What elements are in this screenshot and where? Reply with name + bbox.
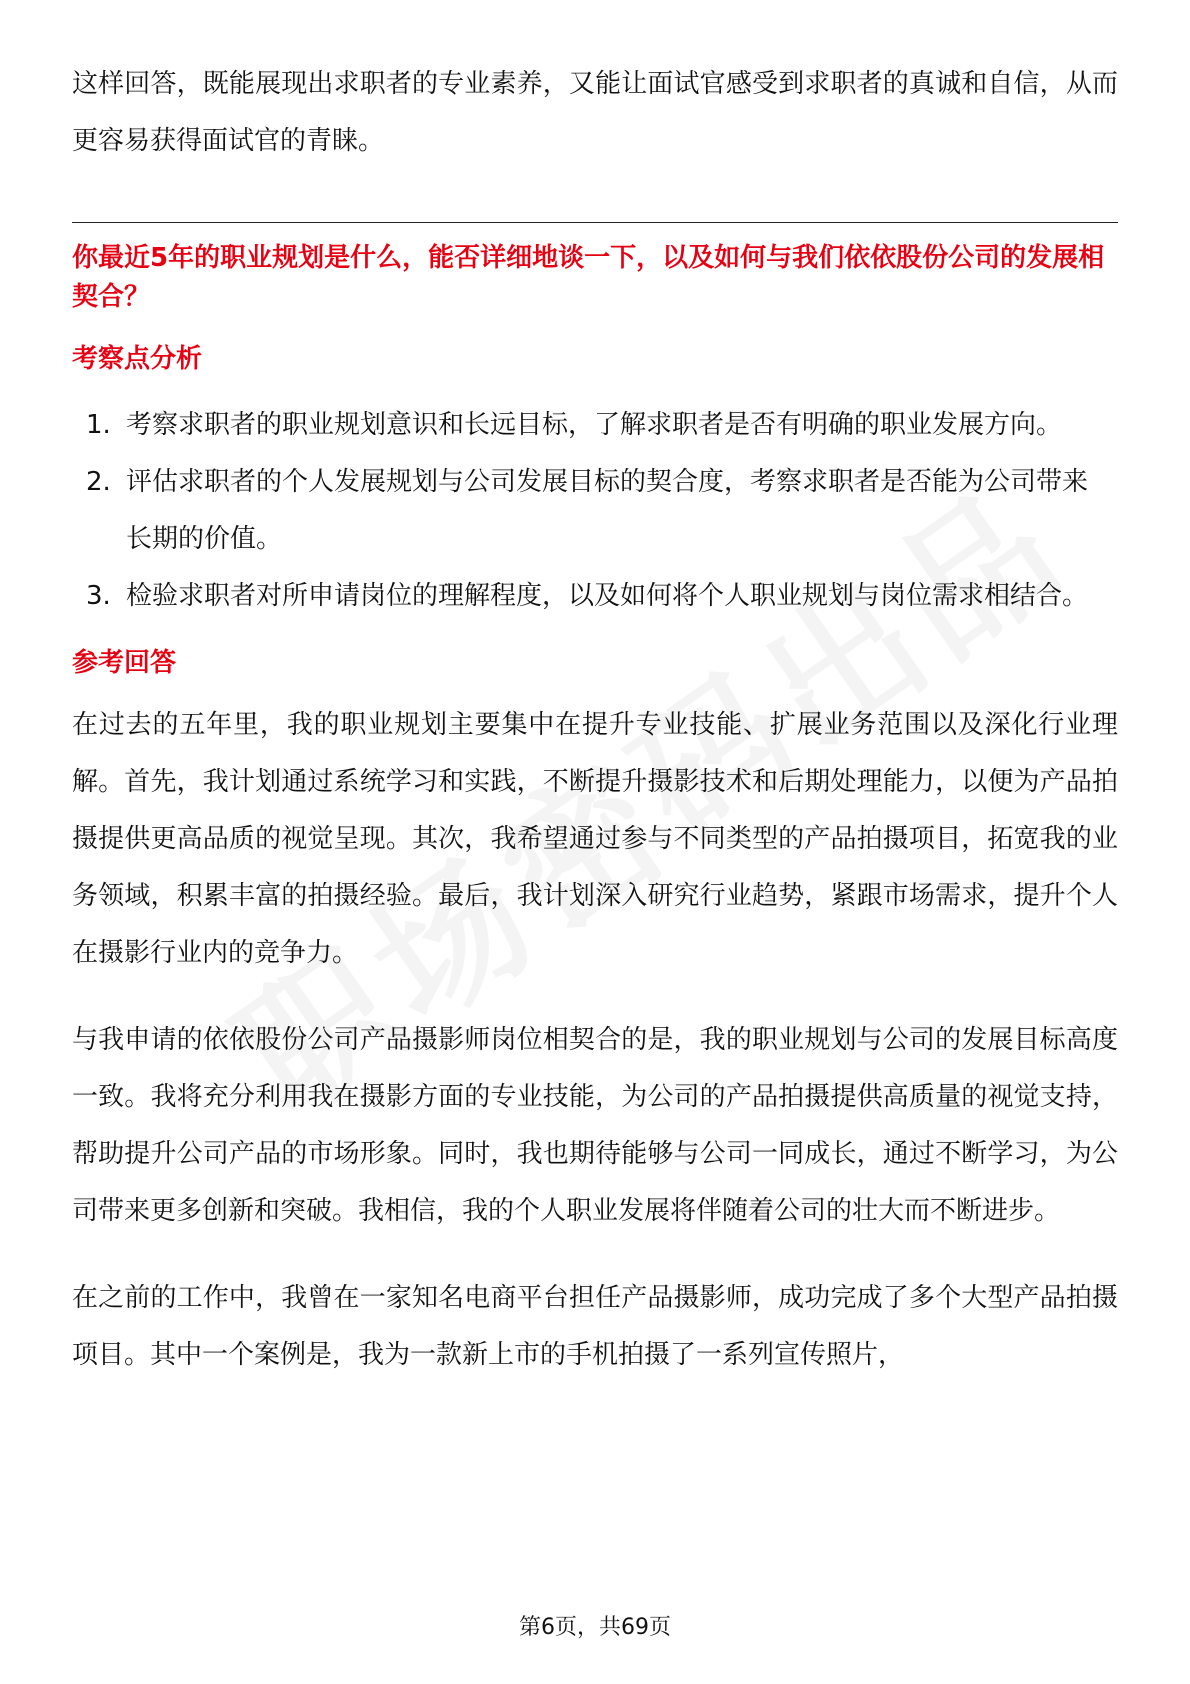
analysis-point — [72, 454, 1118, 568]
interview-question: 你最近5年的职业规划是什么，能否详细地谈一下，以及如何与我们依依股份公司的发展相契合？ — [72, 243, 1105, 312]
analysis-point — [72, 397, 1118, 454]
analysis-title: 考察点分析 — [72, 344, 203, 374]
answer-title: 参考回答 — [72, 648, 177, 678]
answer-paragraph: 在过去的五年里，我的职业规划主要集中在提升专业技能、扩展业务范围以及深化行业理解。首先，我计划通过系统学习和实践，不断提升摄影技术和后期处理能力，以便为产品拍摄提供更高品质的视觉呈现。其次，我希望通过参与不同类型的产品拍摄项目，拓宽我的业务领域，积累丰富的拍摄经验。最后，我计划深入研究行业趋势，紧跟市场需求，提升个人在摄影行业内的竞争力。 — [72, 710, 1118, 968]
analysis-point-number: 2. — [86, 467, 111, 497]
analysis-point-number: 1. — [86, 410, 111, 440]
analysis-point-number: 3. — [86, 581, 111, 611]
analysis-point — [72, 568, 1118, 625]
analysis-points-list — [72, 397, 1118, 625]
section-divider — [72, 222, 1118, 223]
answer-paragraph: 与我申请的依依股份公司产品摄影师岗位相契合的是，我的职业规划与公司的发展目标高度一致。我将充分利用我在摄影方面的专业技能，为公司的产品拍摄提供高质量的视觉支持，帮助提升公司产品的市场形象。同时，我也期待能够与公司一同成长，通过不断学习，为公司带来更多创新和突破。我相信，我的个人职业发展将伴随着公司的壮大而不断进步。 — [72, 1025, 1118, 1226]
intro-paragraph: 这样回答，既能展现出求职者的专业素养，又能让面试官感受到求职者的真诚和自信，从而更容易获得面试官的青睐。 — [72, 69, 1118, 156]
page-content — [72, 56, 1118, 1384]
page-number: 第6页，共69页 — [519, 1615, 671, 1640]
analysis-point-text: 检验求职者对所申请岗位的理解程度，以及如何将个人职业规划与岗位需求相结合。 — [126, 581, 1089, 611]
answer-paragraph: 在之前的工作中，我曾在一家知名电商平台担任产品摄影师，成功完成了多个大型产品拍摄项目。其中一个案例是，我为一款新上市的手机拍摄了一系列宣传照片， — [72, 1283, 1118, 1370]
analysis-point-text: 评估求职者的个人发展规划与公司发展目标的契合度，考察求职者是否能为公司带来长期的价值。 — [126, 467, 1089, 554]
analysis-point-text: 考察求职者的职业规划意识和长远目标，了解求职者是否有明确的职业发展方向。 — [126, 410, 1063, 440]
